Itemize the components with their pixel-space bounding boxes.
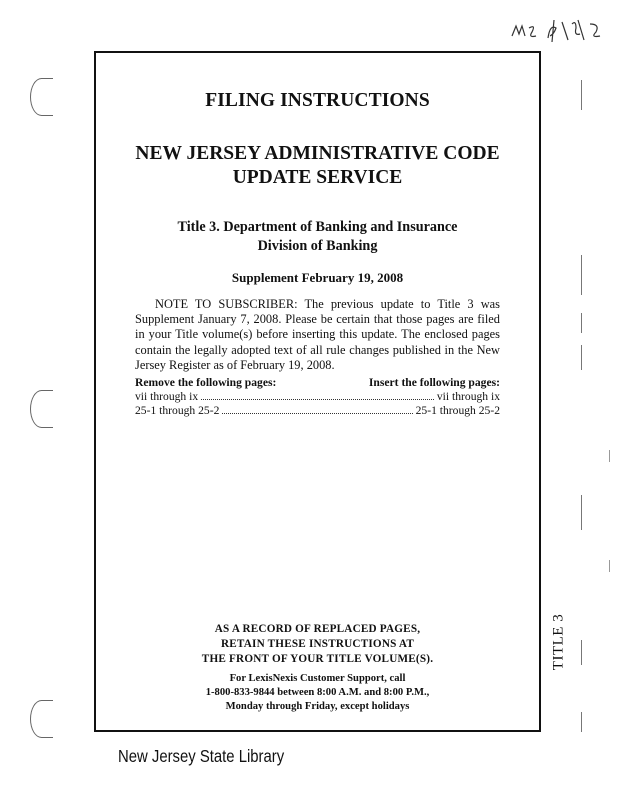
edge-mark — [581, 80, 582, 110]
binder-hole-icon — [30, 390, 53, 428]
insert-header: Insert the following pages: — [368, 376, 500, 389]
spine-label — [545, 602, 573, 682]
binder-hole-icon — [30, 700, 53, 738]
support-line2: 1-800-833-9844 between 8:00 A.M. and 8:00 P.M., — [205, 687, 430, 698]
handwritten-annotation — [510, 14, 610, 46]
title-line: Title 3. Department of Banking and Insurance — [177, 219, 458, 235]
document-title: FILING INSTRUCTIONS — [205, 90, 430, 111]
code-name-line2: UPDATE SERVICE — [232, 167, 403, 188]
pages-header — [135, 376, 500, 389]
page-frame-bottom — [94, 730, 540, 732]
edge-mark — [609, 450, 610, 462]
support-line3: Monday through Friday, except holidays — [225, 701, 410, 712]
page-frame-top — [94, 51, 540, 53]
edge-mark — [581, 712, 582, 732]
support-line1: For LexisNexis Customer Support, call — [229, 673, 406, 684]
record-line1: AS A RECORD OF REPLACED PAGES, — [214, 623, 421, 635]
binder-hole-icon — [30, 78, 53, 116]
edge-mark — [581, 345, 582, 370]
spine-label-text: TITLE 3 — [550, 613, 567, 671]
edge-mark — [609, 560, 610, 572]
customer-support — [96, 672, 539, 714]
edge-mark — [581, 255, 582, 295]
page-row — [135, 404, 500, 417]
subscriber-note: NOTE TO SUBSCRIBER: The previous update to Title 3 was Supplement January 7, 2008. Please be certain that those pages are filed in your Title volume(s) before inserting this update. The enclosed pages contain the legally adopted text of all rule changes published in the New Jersey Register as of February 19, 2008. — [135, 297, 500, 372]
dot-leader — [222, 413, 412, 414]
page-frame-right — [539, 51, 541, 732]
page-row — [135, 390, 500, 403]
title-heading — [96, 218, 539, 256]
remove-pages: 25-1 through 25-2 — [135, 404, 220, 417]
code-name-line1: NEW JERSEY ADMINISTRATIVE CODE — [135, 143, 500, 164]
code-name — [96, 142, 539, 190]
insert-pages: 25-1 through 25-2 — [415, 404, 500, 417]
remove-header: Remove the following pages: — [135, 376, 277, 389]
edge-mark — [581, 640, 582, 665]
division-line: Division of Banking — [257, 238, 378, 254]
library-stamp: New Jersey State Library — [118, 746, 285, 766]
edge-mark — [581, 313, 582, 333]
edge-mark — [581, 495, 582, 530]
supplement-date: Supplement February 19, 2008 — [231, 270, 404, 285]
record-line3: THE FRONT OF YOUR TITLE VOLUME(S). — [201, 653, 434, 665]
dot-leader — [201, 399, 434, 400]
insert-pages: vii through ix — [436, 390, 500, 403]
remove-pages: vii through ix — [135, 390, 199, 403]
record-instructions — [96, 622, 539, 667]
record-line2: RETAIN THESE INSTRUCTIONS AT — [220, 638, 415, 650]
